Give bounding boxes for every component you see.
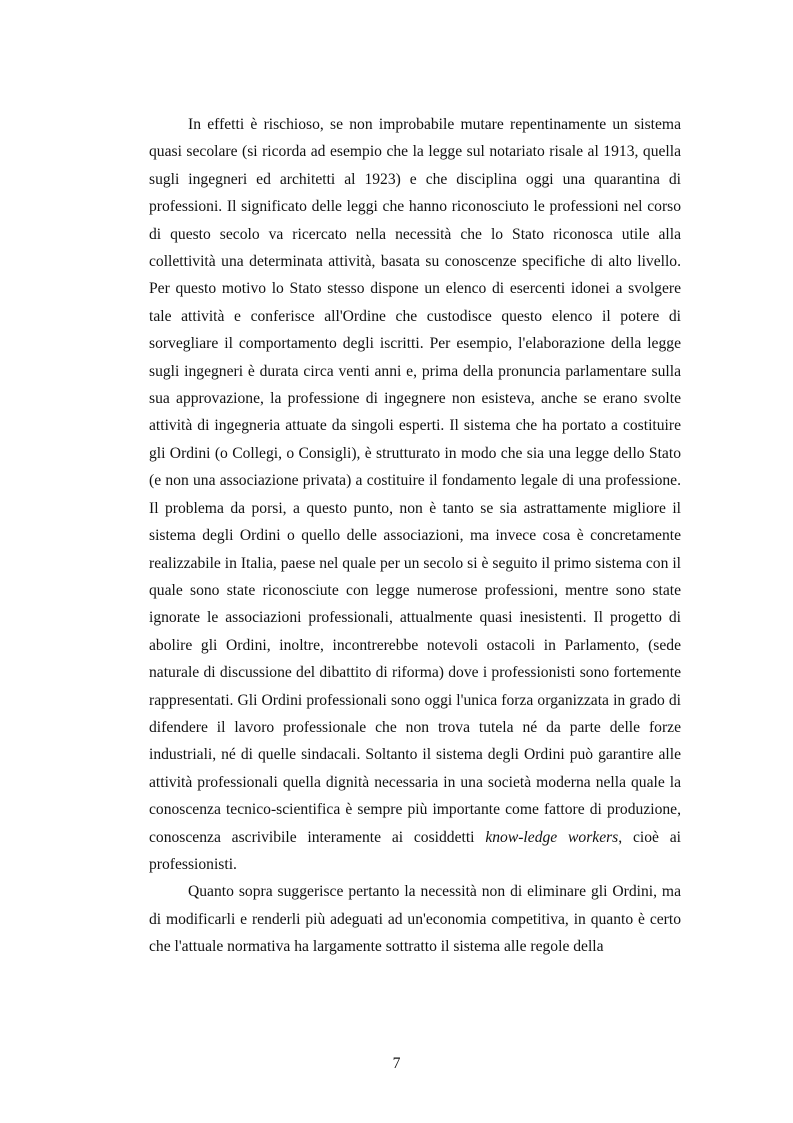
paragraph-1-tail: , cioè ai professionisti. bbox=[149, 828, 681, 873]
paragraph-2: Quanto sopra suggerisce pertanto la necessità non di eliminare gli Ordini, ma di modificarli e renderli più adeguati ad un'economia competitiva, in quanto è certo che l'attuale normativa ha largamente sottratto il sistema alle regole della bbox=[149, 883, 681, 956]
body-text bbox=[149, 111, 681, 961]
paragraph-1 bbox=[149, 111, 681, 878]
page-number: 7 bbox=[392, 1055, 401, 1072]
paragraph-1-emphasis: know-ledge workers bbox=[485, 828, 619, 846]
paragraph-1-text: In effetti è rischioso, se non improbabile mutare repentinamente un sistema quasi secolare (si ricorda ad esempio che la legge sul notariato risale al 1913, quella sugli ingegneri ed architetti al 1923) e che disciplina oggi una quarantina di professioni. Il significato delle leggi che hanno riconosciuto le professioni nel corso di questo secolo va ricercato nella necessità che lo Stato riconosca utile alla collettività una determinata attività, basata su conoscenze specifiche di alto livello. Per questo motivo lo Stato stesso dispone un elenco di esercenti idonei a svolgere tale attività e conferisce all'Ordine che custodisce questo elenco il potere di sorvegliare il comportamento degli iscritti. Per esempio, l'elaborazione della legge sugli ingegneri è durata circa venti anni e, prima della pronuncia parlamentare sulla sua approvazione, la professione di ingegnere non esisteva, anche se erano svolte attività di ingegneria attuate da singoli esperti. Il sistema che ha portato a costituire gli Ordini (o Collegi, o Consigli), è strutturato in modo che sia una legge dello Stato (e non una associazione privata) a costituire il fondamento legale di una professione. Il problema da porsi, a questo punto, non è tanto se sia astrattamente migliore il sistema degli Ordini o quello delle associazioni, ma invece cosa è concretamente realizzabile in Italia, paese nel quale per un secolo si è seguito il primo sistema con il quale sono state riconosciute con legge numerose professioni, mentre sono state ignorate le associazioni professionali, attualmente quasi inesistenti. Il progetto di abolire gli Ordini, inoltre, incontrerebbe notevoli ostacoli in Parlamento, (sede naturale di discussione del dibattito di riforma) dove i professionisti sono fortemente rappresentati. Gli Ordini professionali sono oggi l'unica forza organizzata in grado di difendere il lavoro professionale che non trova tutela né da parte delle forze industriali, né di quelle sindacali. Soltanto il sistema degli Ordini può garantire alle attività professionali quella dignità necessaria in una società moderna nella quale la conoscenza tecnico-scientifica è sempre più importante come fattore di produzione, conoscenza ascrivibile interamente ai cosiddetti bbox=[149, 116, 681, 846]
